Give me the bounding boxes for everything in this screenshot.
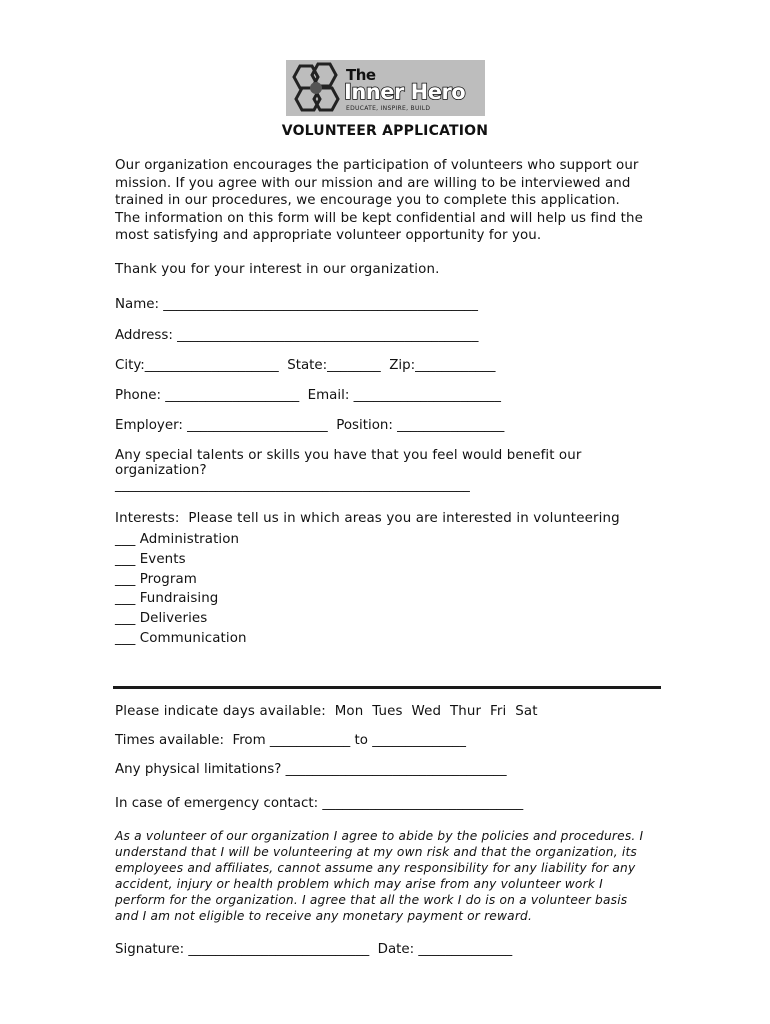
thanks-text: Thank you for your interest in our organization. — [115, 262, 440, 277]
agreement-line: employees and affiliates, cannot assume any responsibility for any liability for any — [115, 860, 636, 875]
phone-email-field[interactable]: Phone: ____________________ Email: ______________________ — [115, 388, 501, 403]
agreement-line: As a volunteer of our organization I agree to abide by the policies and procedures. I — [115, 829, 644, 843]
section-divider — [113, 686, 661, 689]
employer-position-field[interactable]: Employer: _____________________ Position: ________________ — [115, 418, 505, 433]
page-title: VOLUNTEER APPLICATION — [281, 123, 489, 139]
interest-item-events[interactable]: ___ Events — [115, 551, 186, 567]
interest-item-fundraising[interactable]: ___ Fundraising — [115, 591, 219, 607]
intro-line: The information on this form will be kept confidential and will help us find the — [115, 210, 643, 226]
agreement-line: accident, injury or health problem which may arise from any volunteer work I — [115, 876, 603, 891]
emergency-contact-field[interactable]: In case of emergency contact: ______________________________ — [115, 796, 524, 811]
logo-name-text: Inner Hero — [344, 80, 466, 104]
interests-heading: Interests: Please tell us in which areas you are interested in volunteering — [115, 511, 620, 526]
times-available-field[interactable]: Times available: From ____________ to ______________ — [115, 733, 466, 748]
address-field[interactable]: Address: _____________________________________________ — [115, 328, 479, 343]
name-field[interactable]: Name: _______________________________________________ — [115, 297, 478, 312]
interest-item-program[interactable]: ___ Program — [115, 571, 197, 587]
volunteer-agreement — [115, 829, 675, 924]
agreement-line: and I am not eligible to receive any monetary payment or reward. — [115, 908, 533, 923]
agreement-line: understand that I will be volunteering at my own risk and that the organization, its — [115, 844, 637, 859]
talents-question — [115, 448, 675, 478]
interest-item-deliveries[interactable]: ___ Deliveries — [115, 611, 208, 627]
intro-line: most satisfying and appropriate volunteer opportunity for you. — [115, 228, 542, 243]
talents-question-line: Any special talents or skills you have that you feel would benefit our — [115, 448, 582, 463]
logo-the-text: The — [346, 66, 376, 84]
physical-limitations-field[interactable]: Any physical limitations? _________________________________ — [115, 762, 507, 777]
intro-line: trained in our procedures, we encourage you to complete this application. — [115, 193, 620, 208]
intro-line: Our organization encourages the participation of volunteers who support our — [115, 158, 639, 173]
interest-item-administration[interactable]: ___ Administration — [115, 532, 240, 547]
agreement-line: perform for the organization. I agree that all the work I do is on a volunteer basis — [115, 892, 628, 907]
hexagon-logo-icon — [288, 60, 348, 116]
interests-list — [115, 530, 675, 649]
signature-date-field[interactable]: Signature: ___________________________ Date: ______________ — [115, 942, 513, 957]
talents-question-line: organization? — [115, 463, 207, 478]
talents-answer-field[interactable]: _____________________________________________________ — [115, 478, 470, 493]
city-state-zip-field[interactable]: City:____________________ State:________ Zip:____________ — [115, 358, 496, 373]
logo-tagline: EDUCATE, INSPIRE, BUILD — [346, 105, 431, 112]
intro-paragraph — [115, 157, 675, 245]
interest-item-communication[interactable]: ___ Communication — [115, 630, 247, 646]
organization-logo — [286, 60, 485, 116]
days-available[interactable]: Please indicate days available: Mon Tues Wed Thur Fri Sat — [115, 704, 538, 719]
intro-line: mission. If you agree with our mission and are willing to be interviewed and — [115, 175, 631, 191]
